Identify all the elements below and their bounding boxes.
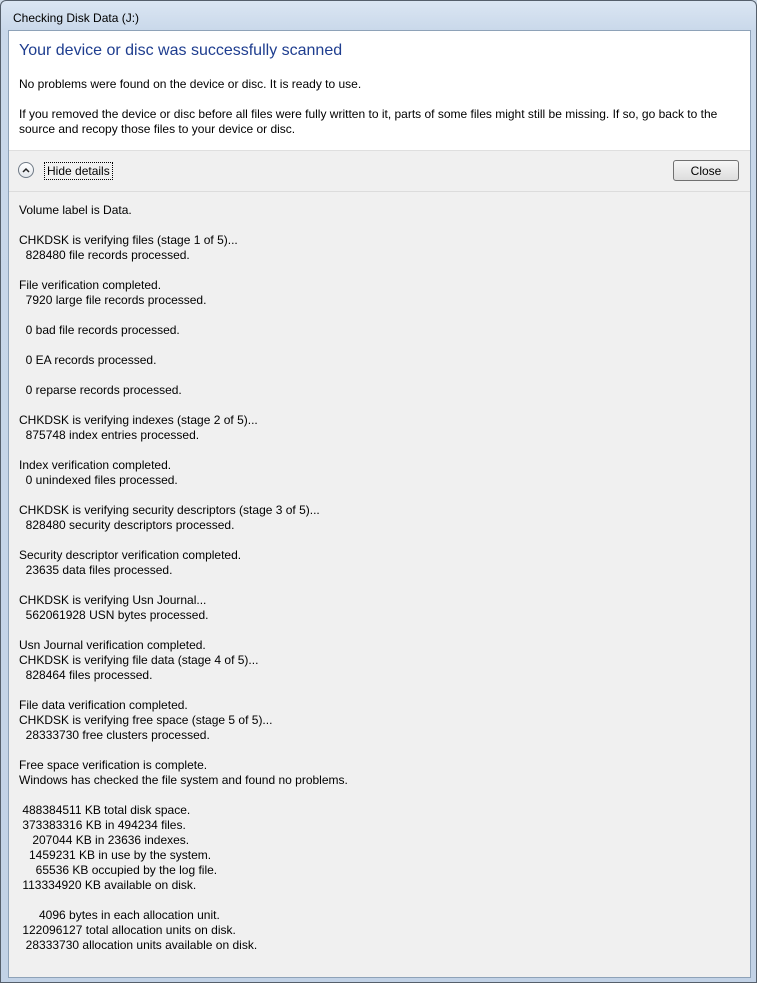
- dialog-client-area: [8, 30, 751, 978]
- status-message: No problems were found on the device or disc. It is ready to use.: [19, 77, 362, 91]
- chevron-up-icon[interactable]: [18, 162, 34, 178]
- result-header: [9, 31, 750, 151]
- chkdsk-details-log: Volume label is Data. CHKDSK is verifying files (stage 1 of 5)... 828480 file records processed. File verification completed. 7920 large file records processed. 0 bad file records processed. 0 EA records processed. 0 reparse records processed. CHKDSK is verifying indexes (stage 2 of 5)... 875748 index entries processed. Index verification completed. 0 unindexed files processed. CHKDSK is verifying security descriptors (stage 3 of 5)... 828480 security descriptors processed. Security descriptor verification completed. 23635 data files processed. CHKDSK is verifying Usn Journal... 562061928 USN bytes processed. Usn Journal verification completed. CHKDSK is verifying file data (stage 4 of 5)... 828464 files processed. File data verification completed. CHKDSK is verifying free space (stage 5 of 5)... 28333730 free clusters processed. Free space verification is complete. Windows has checked the file system and found no problems. 488384511 KB total disk space. 373383316 KB in 494234 files. 207044 KB in 23636 indexes. 1459231 KB in use by the system. 65536 KB occupied by the log file. 113334920 KB available on disk. 4096 bytes in each allocation unit. 122096127 total allocation units on disk. 28333730 allocation units available on disk.: [19, 203, 348, 952]
- close-button[interactable]: Close: [673, 160, 739, 181]
- title-bar[interactable]: [1, 1, 756, 30]
- details-bar: [9, 151, 750, 192]
- window-title: Checking Disk Data (J:): [13, 11, 140, 25]
- page-title: Your device or disc was successfully scanned: [19, 42, 343, 59]
- hide-details-toggle[interactable]: Hide details: [44, 162, 113, 180]
- warning-message: If you removed the device or disc before all files were fully written to it, parts of some files might still be missing. If so, go back to the source and recopy those files to your device or disc.: [19, 107, 718, 136]
